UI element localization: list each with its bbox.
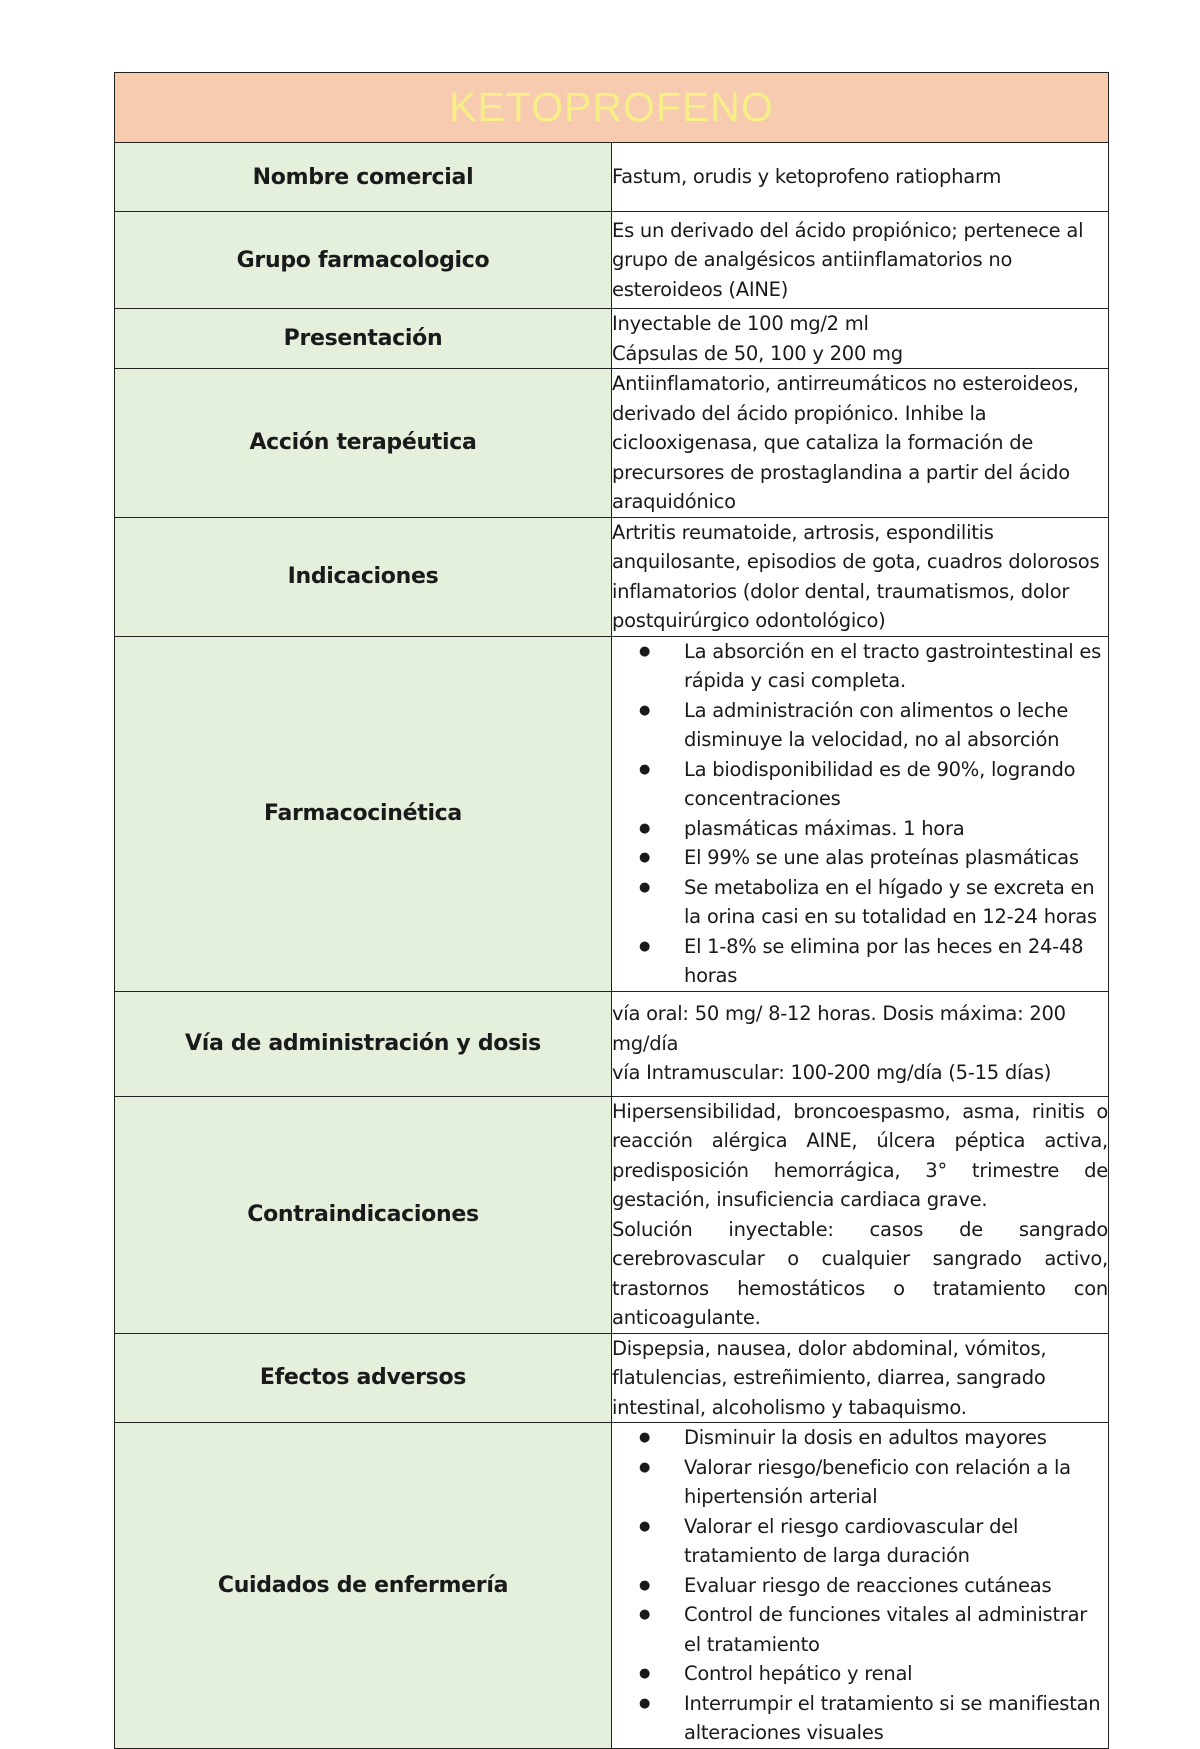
value-paragraph: Solución inyectable: casos de sangrado cerebrovascular o cualquier sangrado activo, trastornos hemostáticos o tratamiento con anticoagulante. [612,1217,1108,1329]
row-label-cuidados-enfermeria: Cuidados de enfermería [115,1423,612,1749]
row-label-via-administracion: Vía de administración y dosis [115,991,612,1096]
table-row [115,1423,1109,1749]
row-label-farmacocinetica: Farmacocinética [115,636,612,991]
value-line: Cápsulas de 50, 100 y 200 mg [612,341,903,365]
value-line: Antiinflamatorio, antirreumáticos no esteroideos, derivado del ácido propiónico. Inhibe la ciclooxigenasa, que cataliza la formación de precursores de prostaglandina a partir del ácido araquidónico [612,372,1079,513]
list-item: ● La biodisponibilidad es de 90%, logrando concentraciones [672,755,1108,814]
row-label-contraindicaciones: Contraindicaciones [115,1096,612,1333]
list-item: ● Valorar el riesgo cardiovascular del tratamiento de larga duración [672,1512,1108,1571]
value-paragraph: Hipersensibilidad, broncoespasmo, asma, rinitis o reacción alérgica AINE, úlcera péptica activa, predisposición hemorrágica, 3° trimestre de gestación, insuficiencia cardiaca grave. [612,1099,1108,1211]
value-line: vía oral: 50 mg/ 8-12 horas. Dosis máxima: 200 mg/día [612,1002,1066,1055]
list-item: ● plasmáticas máximas. 1 hora [672,814,1108,844]
row-value-farmacocinetica [612,636,1109,991]
table-row [115,636,1109,991]
table-row [115,1333,1109,1423]
row-value-cuidados-enfermeria [612,1423,1109,1749]
row-value-via-administracion [612,991,1109,1096]
row-value-efectos-adversos [612,1333,1109,1423]
list-item: ● Se metaboliza en el hígado y se excreta en la orina casi en su totalidad en 12-24 horas [672,873,1108,932]
row-label-grupo-farmacologico: Grupo farmacologico [115,212,612,309]
row-value-grupo-farmacologico [612,212,1109,309]
list-item: ● La absorción en el tracto gastrointestinal es rápida y casi completa. [672,637,1108,696]
table-row [115,309,1109,369]
value-line: Es un derivado del ácido propiónico; pertenece al grupo de analgésicos antiinflamatorios no esteroideos (AINE) [612,218,1084,301]
value-line: Artritis reumatoide, artrosis, espondilitis anquilosante, episodios de gota, cuadros dolorosos inflamatorios (dolor dental, traumatismos, dolor postquirúrgico odontológico) [612,520,1100,632]
list-item: ● Disminuir la dosis en adultos mayores [672,1423,1108,1453]
list-item: ● El 1-8% se elimina por las heces en 24-48 horas [672,932,1108,991]
row-label-presentacion: Presentación [115,309,612,369]
document-title: KETOPROFENO [115,73,1109,143]
list-item: ● La administración con alimentos o leche disminuye la velocidad, no al absorción [672,696,1108,755]
table-row [115,991,1109,1096]
value-line: Fastum, orudis y ketoprofeno ratiopharm [612,165,1002,189]
table-row [115,517,1109,636]
value-line: Inyectable de 100 mg/2 ml [612,312,869,335]
list-item: ● Control hepático y renal [672,1659,1108,1689]
list-item: ● Interrumpir el tratamiento si se manifiestan alteraciones visuales [672,1689,1108,1748]
row-label-nombre-comercial: Nombre comercial [115,143,612,212]
bullet-list [612,637,1108,991]
row-value-indicaciones [612,517,1109,636]
table-row [115,212,1109,309]
table-row [115,1096,1109,1333]
row-label-accion-terapeutica: Acción terapéutica [115,369,612,518]
row-value-nombre-comercial [612,143,1109,212]
value-line: vía Intramuscular: 100-200 mg/día (5-15 días) [612,1061,1052,1085]
title-row [115,73,1109,143]
list-item: ● Control de funciones vitales al administrar el tratamiento [672,1600,1108,1659]
drug-info-table [114,72,1109,1749]
list-item: ● El 99% se une alas proteínas plasmáticas [672,843,1108,873]
list-item: ● Valorar riesgo/beneficio con relación a la hipertensión arterial [672,1453,1108,1512]
row-value-contraindicaciones [612,1096,1109,1333]
row-label-indicaciones: Indicaciones [115,517,612,636]
row-value-accion-terapeutica [612,369,1109,518]
table-row [115,369,1109,518]
list-item: ● Evaluar riesgo de reacciones cutáneas [672,1571,1108,1601]
table-row [115,143,1109,212]
bullet-list [612,1423,1108,1748]
value-line: Dispepsia, nausea, dolor abdominal, vómitos, flatulencias, estreñimiento, diarrea, sangrado intestinal, alcoholismo y tabaquismo. [612,1336,1047,1419]
row-value-presentacion [612,309,1109,369]
row-label-efectos-adversos: Efectos adversos [115,1333,612,1423]
